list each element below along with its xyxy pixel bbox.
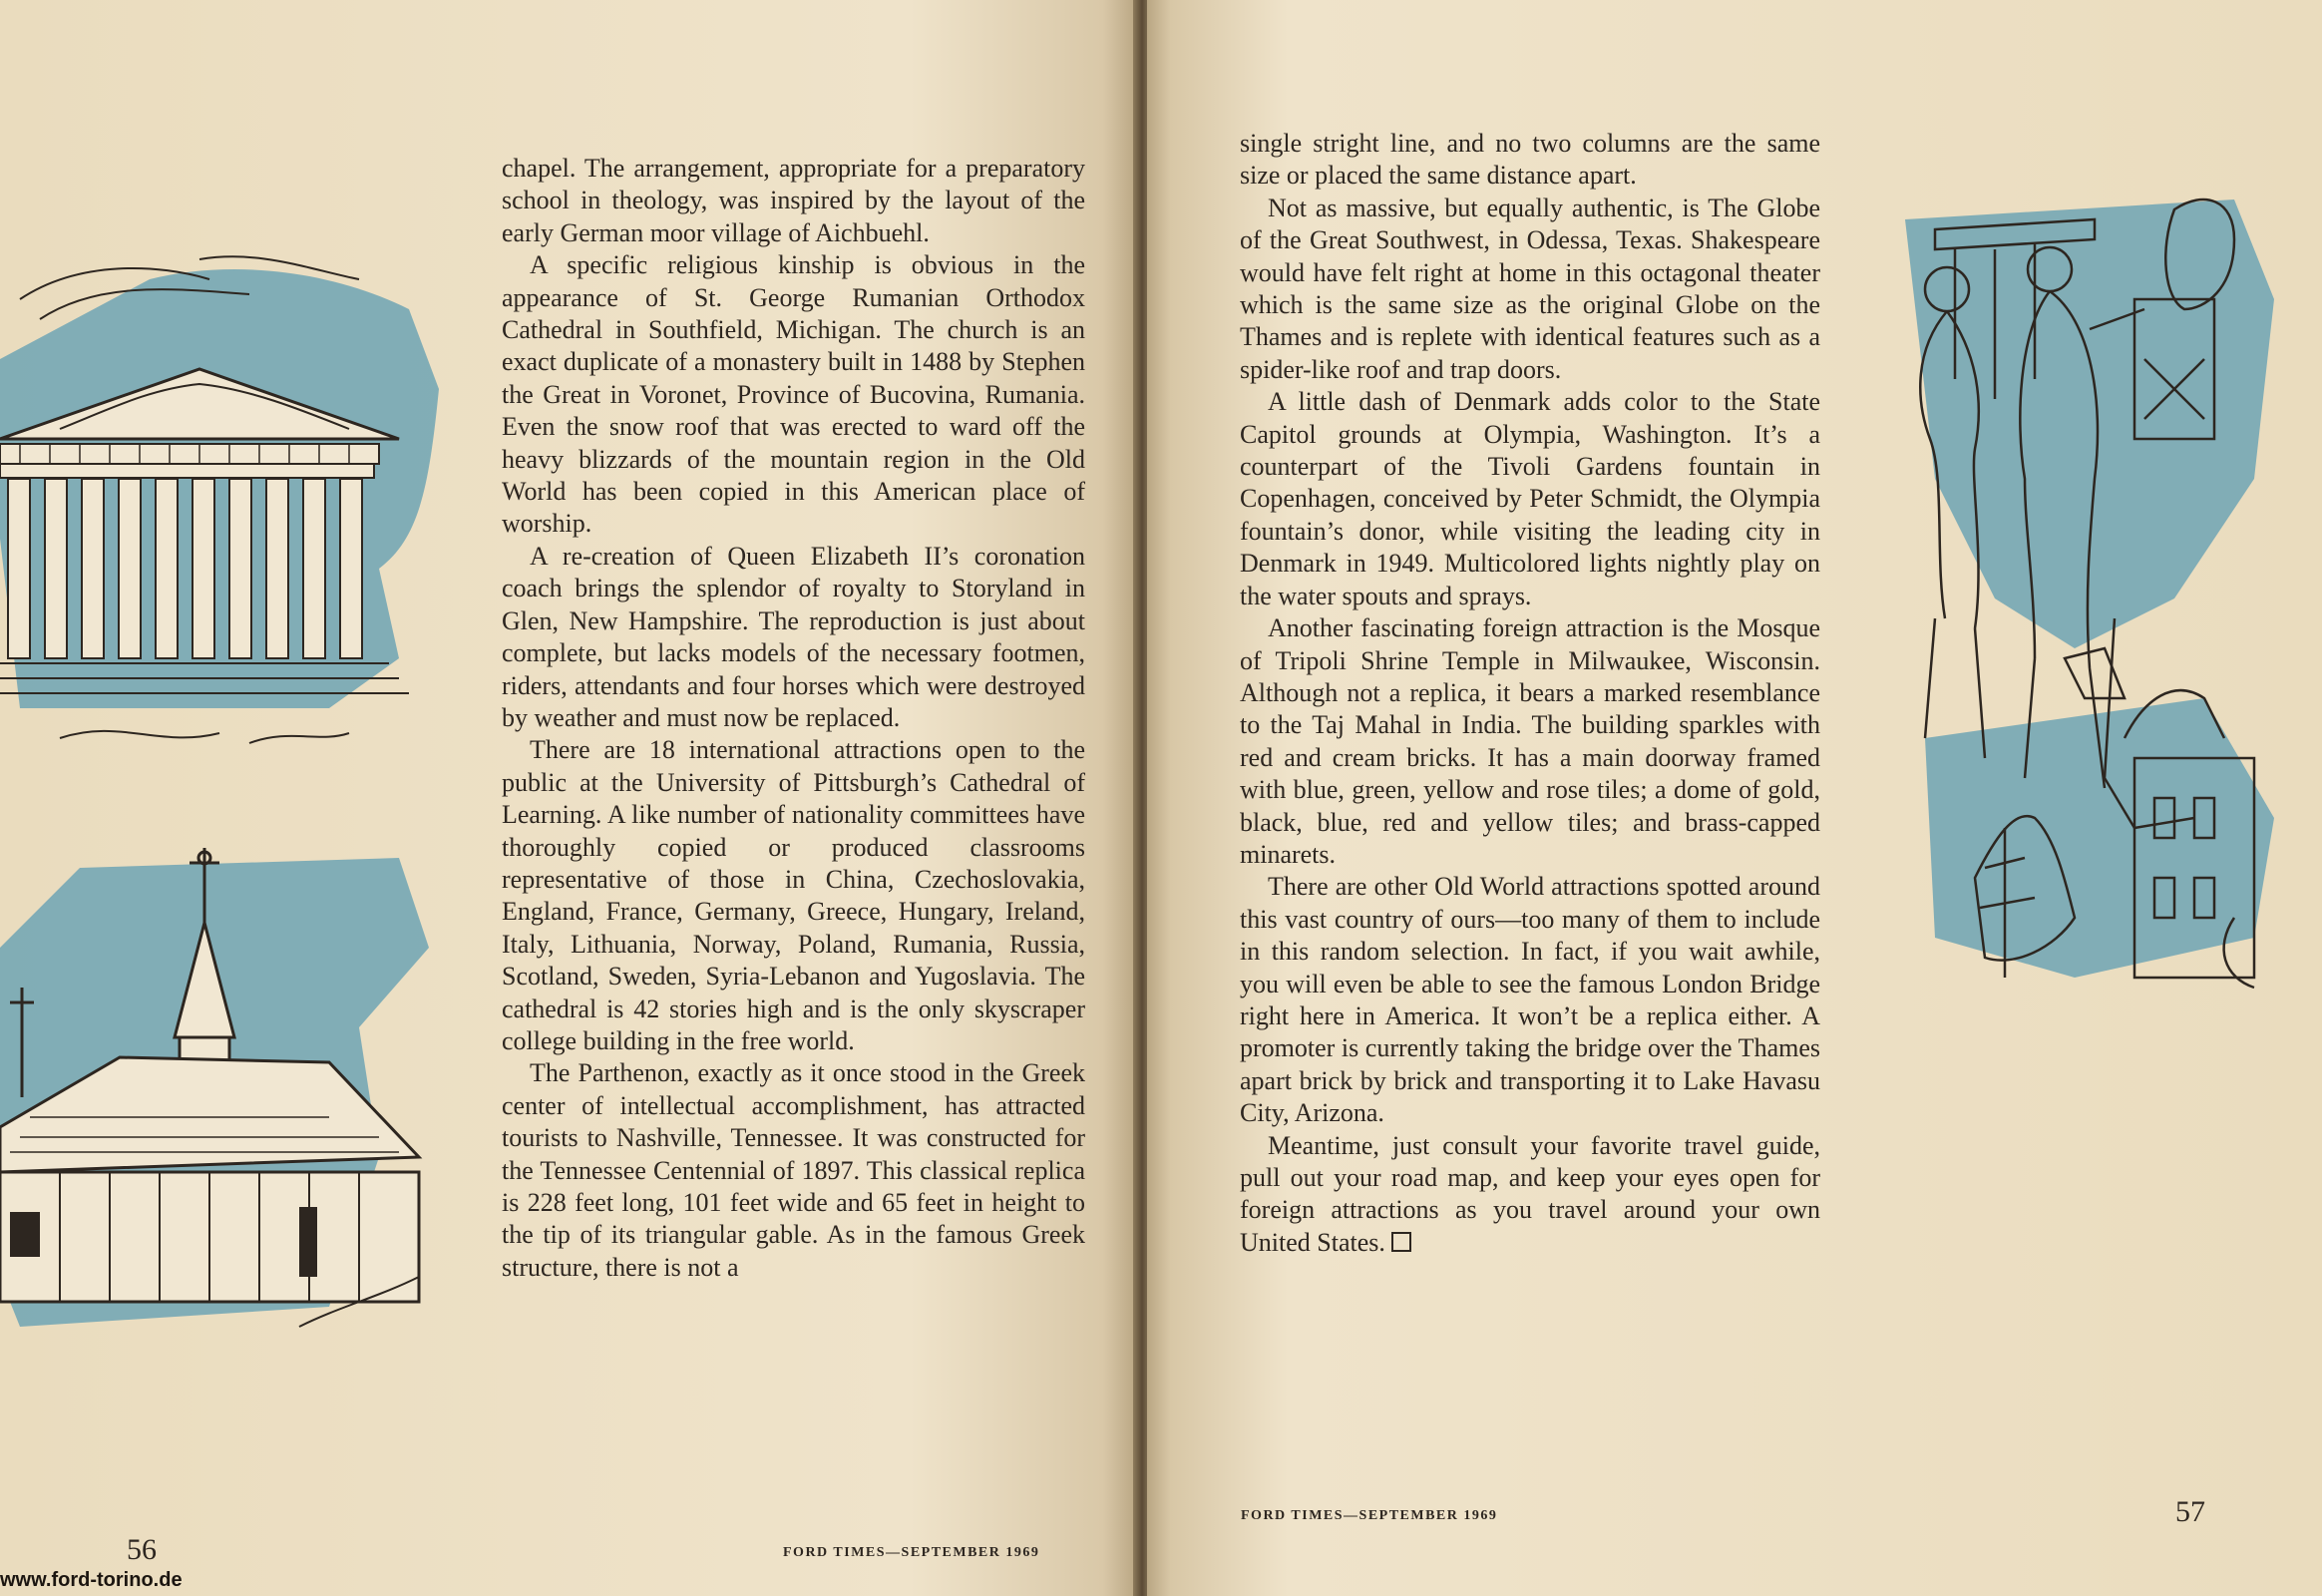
running-footer-right: FORD TIMES—SEPTEMBER 1969	[1241, 1508, 1498, 1523]
paragraph: chapel. The arrangement, appropriate for a preparatory school in theology, was inspired by the layout of the early German moor village of Aichbuehl.	[502, 154, 1085, 247]
right-page	[1147, 0, 2322, 1596]
paragraph: There are 18 international attractions open to the public at the University of Pittsburgh’s Cathedral of Learning. A like number of nationality committees have thoroughly copied or produced classrooms representative of those in China, Czechoslovakia, England, France, Germany, Greece, Hungary, Ireland, Italy, Lithuania, Norway, Poland, Rumania, Russia, Scotland, Sweden, Syria-Lebanon and Yugoslavia. The cathedral is 42 stories high and is the only skyscraper college building in the free world.	[502, 735, 1085, 1055]
paragraph: Another fascinating foreign attraction is the Mosque of Tripoli Shrine Temple in Milwaukee, Wisconsin. Although not a replica, it bears a marked resemblance to the Taj Mahal in India. The building sparkles with red and cream bricks. It has a main doorway framed with blue, green, yellow and rose tiles; a dome of gold, black, blue, red and yellow tiles; and brass-capped minarets.	[1240, 613, 1820, 869]
page-number-left: 56	[127, 1533, 157, 1566]
paragraph-text: Meantime, just consult your favorite travel guide, pull out your road map, and keep your eyes open for foreign attractions as you travel around your own United States.	[1240, 1130, 1820, 1257]
paragraph: single stright line, and no two columns are the same size or placed the same distance apart.	[1240, 129, 1820, 191]
end-mark-icon	[1391, 1232, 1411, 1252]
paragraph: The Parthenon, exactly as it once stood in the Greek center of intellectual accomplishment, has attracted tourists to Nashville, Tennessee. It was constructed for the Tennessee Centennial of 1897. This classical replica is 228 feet long, 101 feet wide and 65 feet in height to the tip of its triangular gable. As in the famous Greek structure, there is not a	[502, 1058, 1085, 1282]
paragraph: There are other Old World attractions spotted around this vast country of ours—too many of them to include in this random selection. In fact, if you wait awhile, you will even be able to see the famous London Bridge right here in America. It won’t be a replica either. A promoter is currently taking the bridge over the Thames apart brick by brick and transporting it to Lake Havasu City, Arizona.	[1240, 872, 1820, 1128]
running-footer-left: FORD TIMES—SEPTEMBER 1969	[783, 1545, 1040, 1560]
tourists-illustration	[1875, 180, 2294, 998]
paragraph: Not as massive, but equally authentic, is The Globe of the Great Southwest, in Odessa, Texas. Shakespeare would have felt right at home in this octagonal theater which is the same size as the original Globe on the Thames and is replete with identical features such as a spider-like roof and trap doors.	[1240, 193, 1820, 384]
left-page	[0, 0, 1137, 1596]
watermark-url: www.ford-torino.de	[0, 1569, 183, 1591]
parthenon-illustration	[0, 239, 469, 778]
paragraph: A specific religious kinship is obvious in the appearance of St. George Rumanian Orthodox Cathedral in Southfield, Michigan. The church is an exact duplicate of a monastery built in 1488 by Stephen the Great in Voronet, Province of Bucovina, Rumania. Even the snow roof that was erected to ward off the heavy blizzards of the mountain region in the Old World has been copied in this American place of worship.	[502, 250, 1085, 539]
church-illustration	[0, 828, 459, 1357]
page-number-right: 57	[2175, 1495, 2205, 1528]
paragraph: A little dash of Denmark adds color to the State Capitol grounds at Olympia, Washington. It’s a counterpart of the Tivoli Gardens fountain in Copenhagen, conceived by Peter Schmidt, the Olympia fountain’s donor, while visiting the leading city in Denmark in 1949. Multicolored lights nightly play on the water spouts and sprays.	[1240, 387, 1820, 610]
paragraph	[1240, 1130, 1820, 1260]
paragraph: A re-creation of Queen Elizabeth II’s coronation coach brings the splendor of royalty to Storyland in Glen, New Hampshire. The reproduction is just about complete, but lacks models of the necessary footmen, riders, attendants and four horses which were destroyed by weather and must now be replaced.	[502, 541, 1085, 732]
right-text-column	[1240, 128, 1820, 1259]
left-text-column	[502, 153, 1085, 1284]
